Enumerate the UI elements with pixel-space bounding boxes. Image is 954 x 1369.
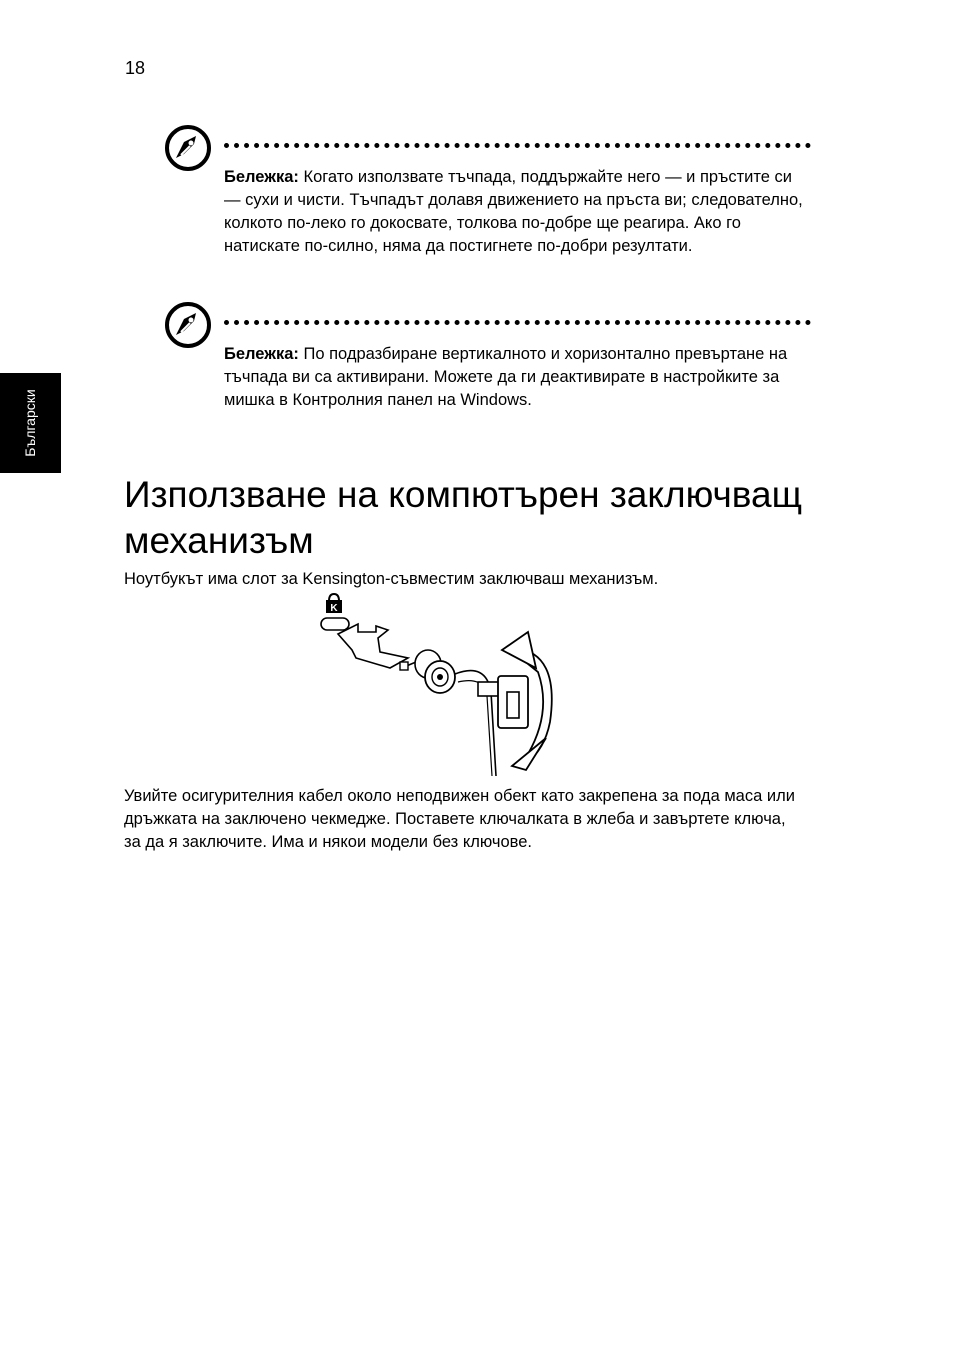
insert-arrow-icon <box>338 624 408 668</box>
note-label: Бележка: <box>224 168 299 186</box>
page-number: 18 <box>125 58 146 78</box>
note-dotted-divider <box>224 143 811 148</box>
section-title: Използване на компютърен заключващ механизъм <box>124 474 803 561</box>
kensington-lock-icon <box>326 594 342 614</box>
note-label: Бележка: <box>224 345 299 363</box>
note-text <box>224 343 804 412</box>
lock-cylinder <box>400 650 455 693</box>
language-side-tab <box>0 373 61 473</box>
key <box>478 676 528 728</box>
lock-slot <box>321 618 349 630</box>
note-pen-icon <box>164 124 212 172</box>
note-dotted-divider <box>224 320 811 325</box>
kensington-lock-illustration <box>316 592 562 778</box>
section-intro: Ноутбукът има слот за Kensington-съвместим заключваш механизъм. <box>124 570 659 588</box>
section-body: Увийте осигурителния кабел около неподвижен обект като закрепена за пода маса или дръжката на заключено чекмедже. Поставете ключалката в жлеба и завъртете ключа, за да я заключите. Има и някои модели без ключове. <box>124 787 795 851</box>
note-pen-icon <box>164 301 212 349</box>
note-text <box>224 166 804 258</box>
side-tab-label: Български <box>22 389 38 457</box>
note-body: Когато използвате тъчпада, поддържайте него — и пръстите си — сухи и чисти. Тъчпадът долавя движението на пръста ви; следователно, колкото по-леко го докосвате, толкова по-добре ще реагира. Ако го натискате по-силно, няма да постигнете по-добри резултати. <box>224 168 803 255</box>
note-body: По подразбиране вертикалното и хоризонтално превъртане на тъчпада ви са активирани. Можете да ги деактивирате в настройките за мишка в Контролния панел на Windows. <box>224 345 788 409</box>
lock-letter: K <box>330 603 338 614</box>
